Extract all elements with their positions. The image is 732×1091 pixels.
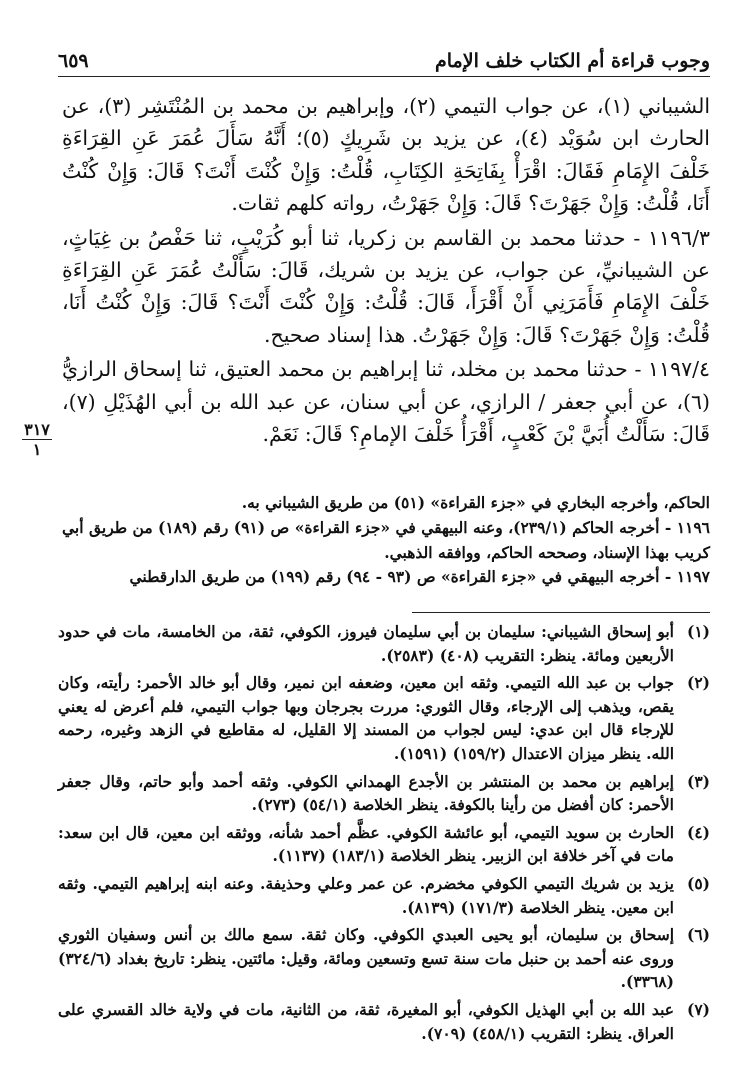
footnote-text: الحارث بن سويد التيمي، أبو عائشة الكوفي. عظَّم أحمد شأنه، ووثقه ابن معين، قال ابن سعد: مات في آخر خلافة ابن الزبير. ينظر الخلاصة (١٨٣/١) (١١٣٧). xyxy=(58,822,674,866)
manuscript-side: ١ xyxy=(32,440,42,459)
footnote-divider xyxy=(412,612,710,613)
footnote-text: إبراهيم بن محمد بن المنتشر بن الأجدع الهمداني الكوفي. وثقه أحمد وأبو حاتم، وقال جعفر الأحمر: كان أفضل من رأينا بالكوفة. ينظر الخلاصة (٥٤/١) (٢٧٣). xyxy=(58,771,674,815)
takhrij-line: الحاكم، وأخرجه البخاري في «جزء القراءة» (٥١) من طريق الشيباني به. xyxy=(241,493,710,512)
footnote-number: (٥) xyxy=(686,873,710,893)
footnote-number: (٧) xyxy=(686,999,710,1019)
footnote-text: أبو إسحاق الشيباني: سليمان بن أبي سليمان فيروز، الكوفي، ثقة، من الخامسة، مات في حدود الأربعين ومائة. ينظر: التقريب (٤٠٨) (٢٥٨٣). xyxy=(58,622,674,665)
footnote-number: (٤) xyxy=(686,822,710,842)
manuscript-folio: ٣١٧ xyxy=(24,420,50,439)
footnote-text: جواب بن عبد الله التيمي. وثقه ابن معين، وضعفه ابن نمير، وقال أبو خالد الأحمر: رأيته، وكان يقص، ويذهب إلى الإرجاء، وقال الثوري: مررت بجرجان وبها جواب التيمي، فلم أعرض له يعني للإرجاء قال ابن عدي: ليس لجواب من المسند إلا القليل، له مقاطيع في الزهد وغيره، رحمه الله. ينظر ميزان الاعتدال (١٥٩/٢) (١٥٩١). xyxy=(58,673,674,763)
paragraph-continued: الشيباني (١)، عن جواب التيمي (٢)، وإبراهيم بن محمد بن المُنْتَشِر (٣)، عن الحارث ابن سُوَيْد (٤)، عن يزيد بن شَرِيكٍ (٥)؛ أَنَّهُ سَأَلَ عُمَرَ عَنِ القِرَاءَةِ خَلْفَ الإِمَامِ فَقَالَ: اقْرَأْ بِفَاتِحَةِ الكِتَابِ، قُلْتُ: وَإِنْ كُنْتَ أَنْتَ؟ قَالَ: وَإِنْ كُنْتُ أَنَا، قُلْتُ: وَإِنْ جَهَرْتَ؟ قَالَ: وَإِنْ جَهَرْتُ، رواته كلهم ثقات. xyxy=(62,94,711,216)
footnote-text: إسحاق بن سليمان، أبو يحيى العبدي الكوفي. وكان ثقة. سمع مالك بن أنس وسفيان الثوري وروى عنه أحمد بن حنبل مات سنة تسع وتسعين ومائة، وقيل: مائتين. ينظر: تاريخ بغداد (٣٢٤/٦) (٣٣٦٨). xyxy=(58,925,674,992)
footnote-text: عبد الله بن أبي الهذيل الكوفي، أبو المغيرة، ثقة، من الثانية، مات في ولاية خالد القسري على العراق. ينظر: التقريب (٤٥٨/١) (٧٠٩). xyxy=(58,999,674,1043)
takhrij-1196: ١١٩٦ - أخرجه الحاكم (٢٣٩/١)، وعنه البيهقي في «جزء القراءة» ص (٩١) رقم (١٨٩) من طريق أبي كريب بهذا الإسناد، وصححه الحاكم، ووافقه الذهبي. xyxy=(62,517,710,562)
footnotes xyxy=(58,620,710,1049)
footnote-number: (١) xyxy=(686,622,710,641)
takhrij-1197: ١١٩٧ - أخرجه البيهقي في «جزء القراءة» ص (٩٣ - ٩٤) رقم (١٩٩) من طريق الدارقطني xyxy=(129,567,710,587)
footnote-number: (٦) xyxy=(686,925,710,945)
page-number: ٦٥٩ xyxy=(58,50,89,72)
hadith-1196: ١١٩٦/٣ - حدثنا محمد بن القاسم بن زكريا، ثنا أبو كُرَيْبٍ، ثنا حَفْصُ بن غِيَاثٍ، عن الشيبانيِّ، عن جواب، عن يزيد بن شريك، قَالَ: سَأَلْتُ عُمَرَ عَنِ القِرَاءَةِ خَلْفَ الإِمَامِ فَأَمَرَنِي أَنْ أَقْرَأَ، قَالَ: قُلْتُ: وَإِنْ كُنْتَ أَنْتَ؟ قَالَ: وَإِنْ كُنْتُ أَنَا، قُلْتُ: وَإِنْ جَهَرْتَ؟ قَالَ: وَإِنْ جَهَرْتُ. هذا إسناد صحيح. xyxy=(62,225,710,347)
footnote-number: (٢) xyxy=(686,673,710,693)
footnote xyxy=(58,821,710,868)
takhrij-notes xyxy=(62,491,710,590)
footnote xyxy=(58,872,710,919)
footnote xyxy=(58,671,710,765)
footnote-number: (٣) xyxy=(686,771,710,791)
manuscript-reference xyxy=(20,422,54,457)
chapter-title: وجوب قراءة أم الكتاب خلف الإمام xyxy=(435,50,710,72)
footnote xyxy=(58,998,710,1045)
running-header xyxy=(58,48,710,77)
hadith-1197: ١١٩٧/٤ - حدثنا محمد بن مخلد، ثنا إبراهيم بن محمد العتيق، ثنا إسحاق الرازيُّ (٦)، عن أبي جعفر / الرازي، عن أبي سنان، عن عبد الله بن أبي الهُذَيْلِ (٧)، قَالَ: سَأَلْتُ أُبَيَّ بْنَ كَعْبٍ، أَقْرَأُ خَلْفَ الإمامِ؟ قَالَ: نَعَمْ. xyxy=(62,357,711,447)
footnote xyxy=(58,620,710,667)
footnote-text: يزيد بن شريك التيمي الكوفي مخضرم. عن عمر وعلي وحذيفة. وعنه ابنه إبراهيم التيمي. وثقه ابن معين. ينظر الخلاصة (١٧١/٣) (٨١٣٩). xyxy=(58,873,674,917)
main-text xyxy=(62,90,710,450)
footnote xyxy=(58,770,710,817)
footnote xyxy=(58,923,710,994)
